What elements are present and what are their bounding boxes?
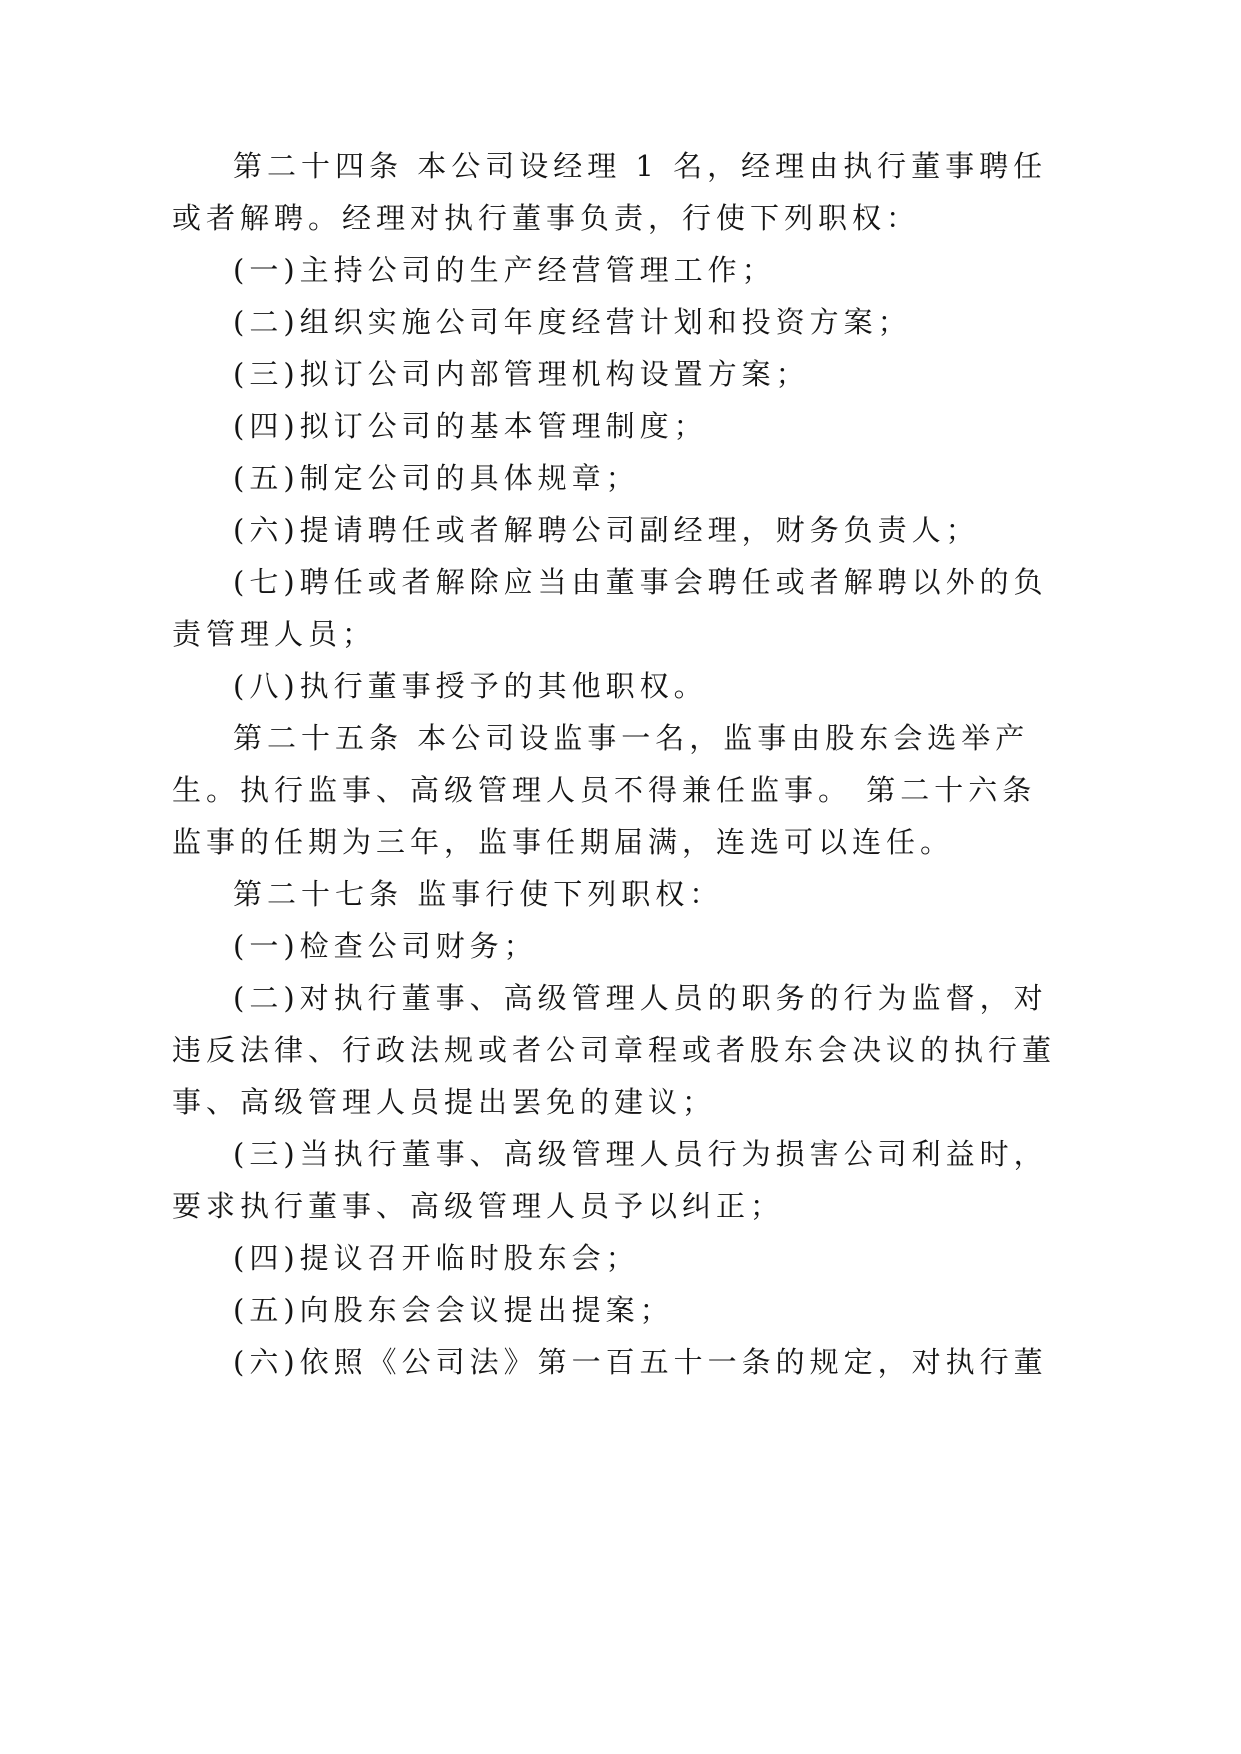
text-line: 监事的任期为三年，监事任期届满，连选可以连任。 [172, 825, 955, 859]
text-line: (四)提议召开临时股东会； [233, 1241, 640, 1275]
text-line: 事、高级管理人员提出罢免的建议； [172, 1085, 717, 1119]
text-line: (八)执行董事授予的其他职权。 [233, 669, 708, 703]
text-line: 或者解聘。经理对执行董事负责，行使下列职权： [172, 201, 921, 235]
text-line: (六)依照《公司法》第一百五十一条的规定，对执行董 [233, 1345, 1048, 1379]
text-line: 第二十四条 本公司设经理 1 名，经理由执行董事聘任 [233, 149, 1048, 183]
text-line: (七)聘任或者解除应当由董事会聘任或者解聘以外的负 [233, 565, 1048, 599]
text-line: 违反法律、行政法规或者公司章程或者股东会决议的执行董 [172, 1033, 1057, 1067]
text-line: (四)拟订公司的基本管理制度； [233, 409, 708, 443]
text-line: 生。执行监事、高级管理人员不得兼任监事。 第二十六条 [172, 773, 1037, 807]
text-line: (一)检查公司财务； [233, 929, 538, 963]
text-line: (三)拟订公司内部管理机构设置方案； [233, 357, 810, 391]
text-line: 责管理人员； [172, 617, 377, 651]
text-line: 要求执行董事、高级管理人员予以纠正； [172, 1189, 785, 1223]
text-line: (三)当执行董事、高级管理人员行为损害公司利益时， [233, 1137, 1048, 1171]
text-line: (五)制定公司的具体规章； [233, 461, 640, 495]
text-line: (六)提请聘任或者解聘公司副经理，财务负责人； [233, 513, 980, 547]
text-line: (五)向股东会会议提出提案； [233, 1293, 674, 1327]
text-line: (二)对执行董事、高级管理人员的职务的行为监督，对 [233, 981, 1048, 1015]
text-line: (二)组织实施公司年度经营计划和投资方案； [233, 305, 912, 339]
text-line: (一)主持公司的生产经营管理工作； [233, 253, 776, 287]
text-line: 第二十七条 监事行使下列职权： [233, 877, 724, 911]
text-line: 第二十五条 本公司设监事一名，监事由股东会选举产 [233, 721, 1030, 755]
